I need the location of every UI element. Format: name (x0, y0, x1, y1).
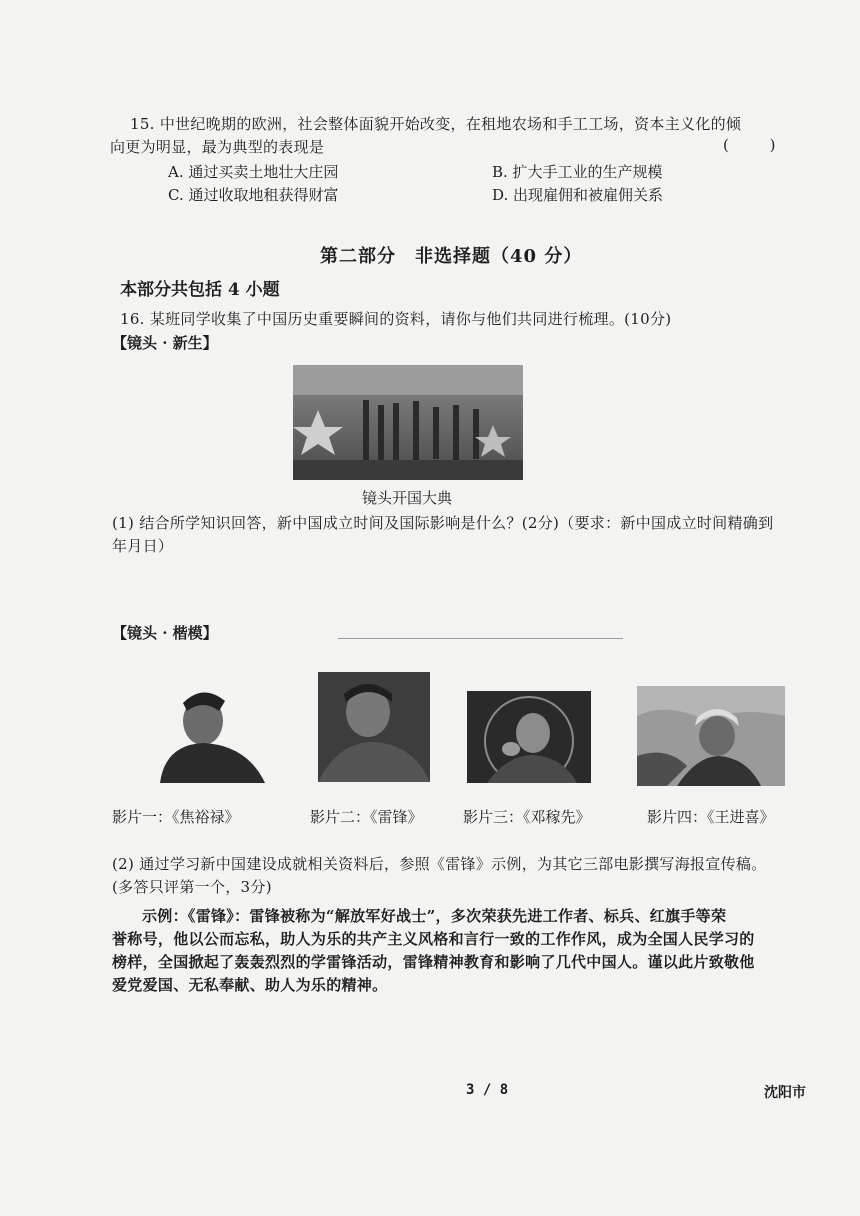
city-footer: 沈阳市 (764, 1085, 806, 1101)
example-line-2: 誉称号，他以公而忘私，助人为乐的共产主义风格和言行一致的工作作风，成为全国人民学习的 (112, 930, 755, 948)
q16-intro: 16. 某班同学收集了中国历史重要瞬间的资料，请你与他们共同进行梳理。(10分) (120, 310, 672, 328)
example-line-4: 爱党爱国、无私奉献、助人为乐的精神。 (112, 976, 388, 994)
film-caption-2: 影片二：《雷锋》 (310, 808, 423, 826)
section-xinsheng: 【镜头 · 新生】 (112, 334, 218, 352)
q15-option-d: D. 出现雇佣和被雇佣关系 (492, 186, 664, 204)
q15-option-b: B. 扩大手工业的生产规模 (492, 163, 663, 181)
example-line-1: 示例：《雷锋》：雷锋被称为“解放军好战士”，多次荣获先进工作者、标兵、红旗手等荣 (142, 907, 727, 925)
founding-ceremony-photo (293, 365, 523, 480)
film-lei-feng-photo (318, 672, 430, 782)
example-line-3: 榜样，全国掀起了轰轰烈烈的学雷锋活动，雷锋精神教育和影响了几代中国人。谨以此片致敬他 (112, 953, 755, 971)
section-kaimo: 【镜头 · 楷模】 (112, 624, 218, 642)
film-caption-3: 影片三：《邓稼先》 (463, 808, 591, 826)
part2-title: 第二部分 非选择题（40 分） (320, 246, 583, 267)
film-caption-4: 影片四：《王进喜》 (647, 808, 775, 826)
film-deng-jiaxian-photo (467, 691, 591, 783)
q16-sub1-line1: (1) 结合所学知识回答，新中国成立时间及国际影响是什么？(2分)（要求：新中国成立时间精确到 (112, 514, 774, 532)
q16-sub1-line2: 年月日） (112, 537, 174, 555)
q15-option-c: C. 通过收取地租获得财富 (168, 186, 339, 204)
q15-line1: 15. 中世纪晚期的欧洲，社会整体面貌开始改变，在租地农场和手工工场，资本主义化的倾 (130, 115, 742, 133)
film-caption-1: 影片一：《焦裕禄》 (112, 808, 240, 826)
film-wang-jinxi-photo (637, 686, 785, 786)
q16-sub2-line2: (多答只评第一个，3分) (112, 878, 272, 896)
page-number: 3 / 8 (466, 1082, 509, 1098)
film-jiao-yulu-photo (155, 683, 273, 783)
founding-ceremony-caption: 镜头开国大典 (362, 489, 453, 507)
q16-sub2-line1: (2) 通过学习新中国建设成就相关资料后，参照《雷锋》示例，为其它三部电影撰写海报宣传稿。 (112, 855, 767, 873)
q15-line2: 向更为明显，最为典型的表现是 (110, 138, 325, 156)
part2-subtitle: 本部分共包括 4 小题 (120, 280, 280, 300)
q15-option-a: A. 通过买卖土地壮大庄园 (168, 163, 339, 181)
q15-answer-paren: ( ) (723, 136, 794, 154)
faint-divider (338, 638, 623, 639)
